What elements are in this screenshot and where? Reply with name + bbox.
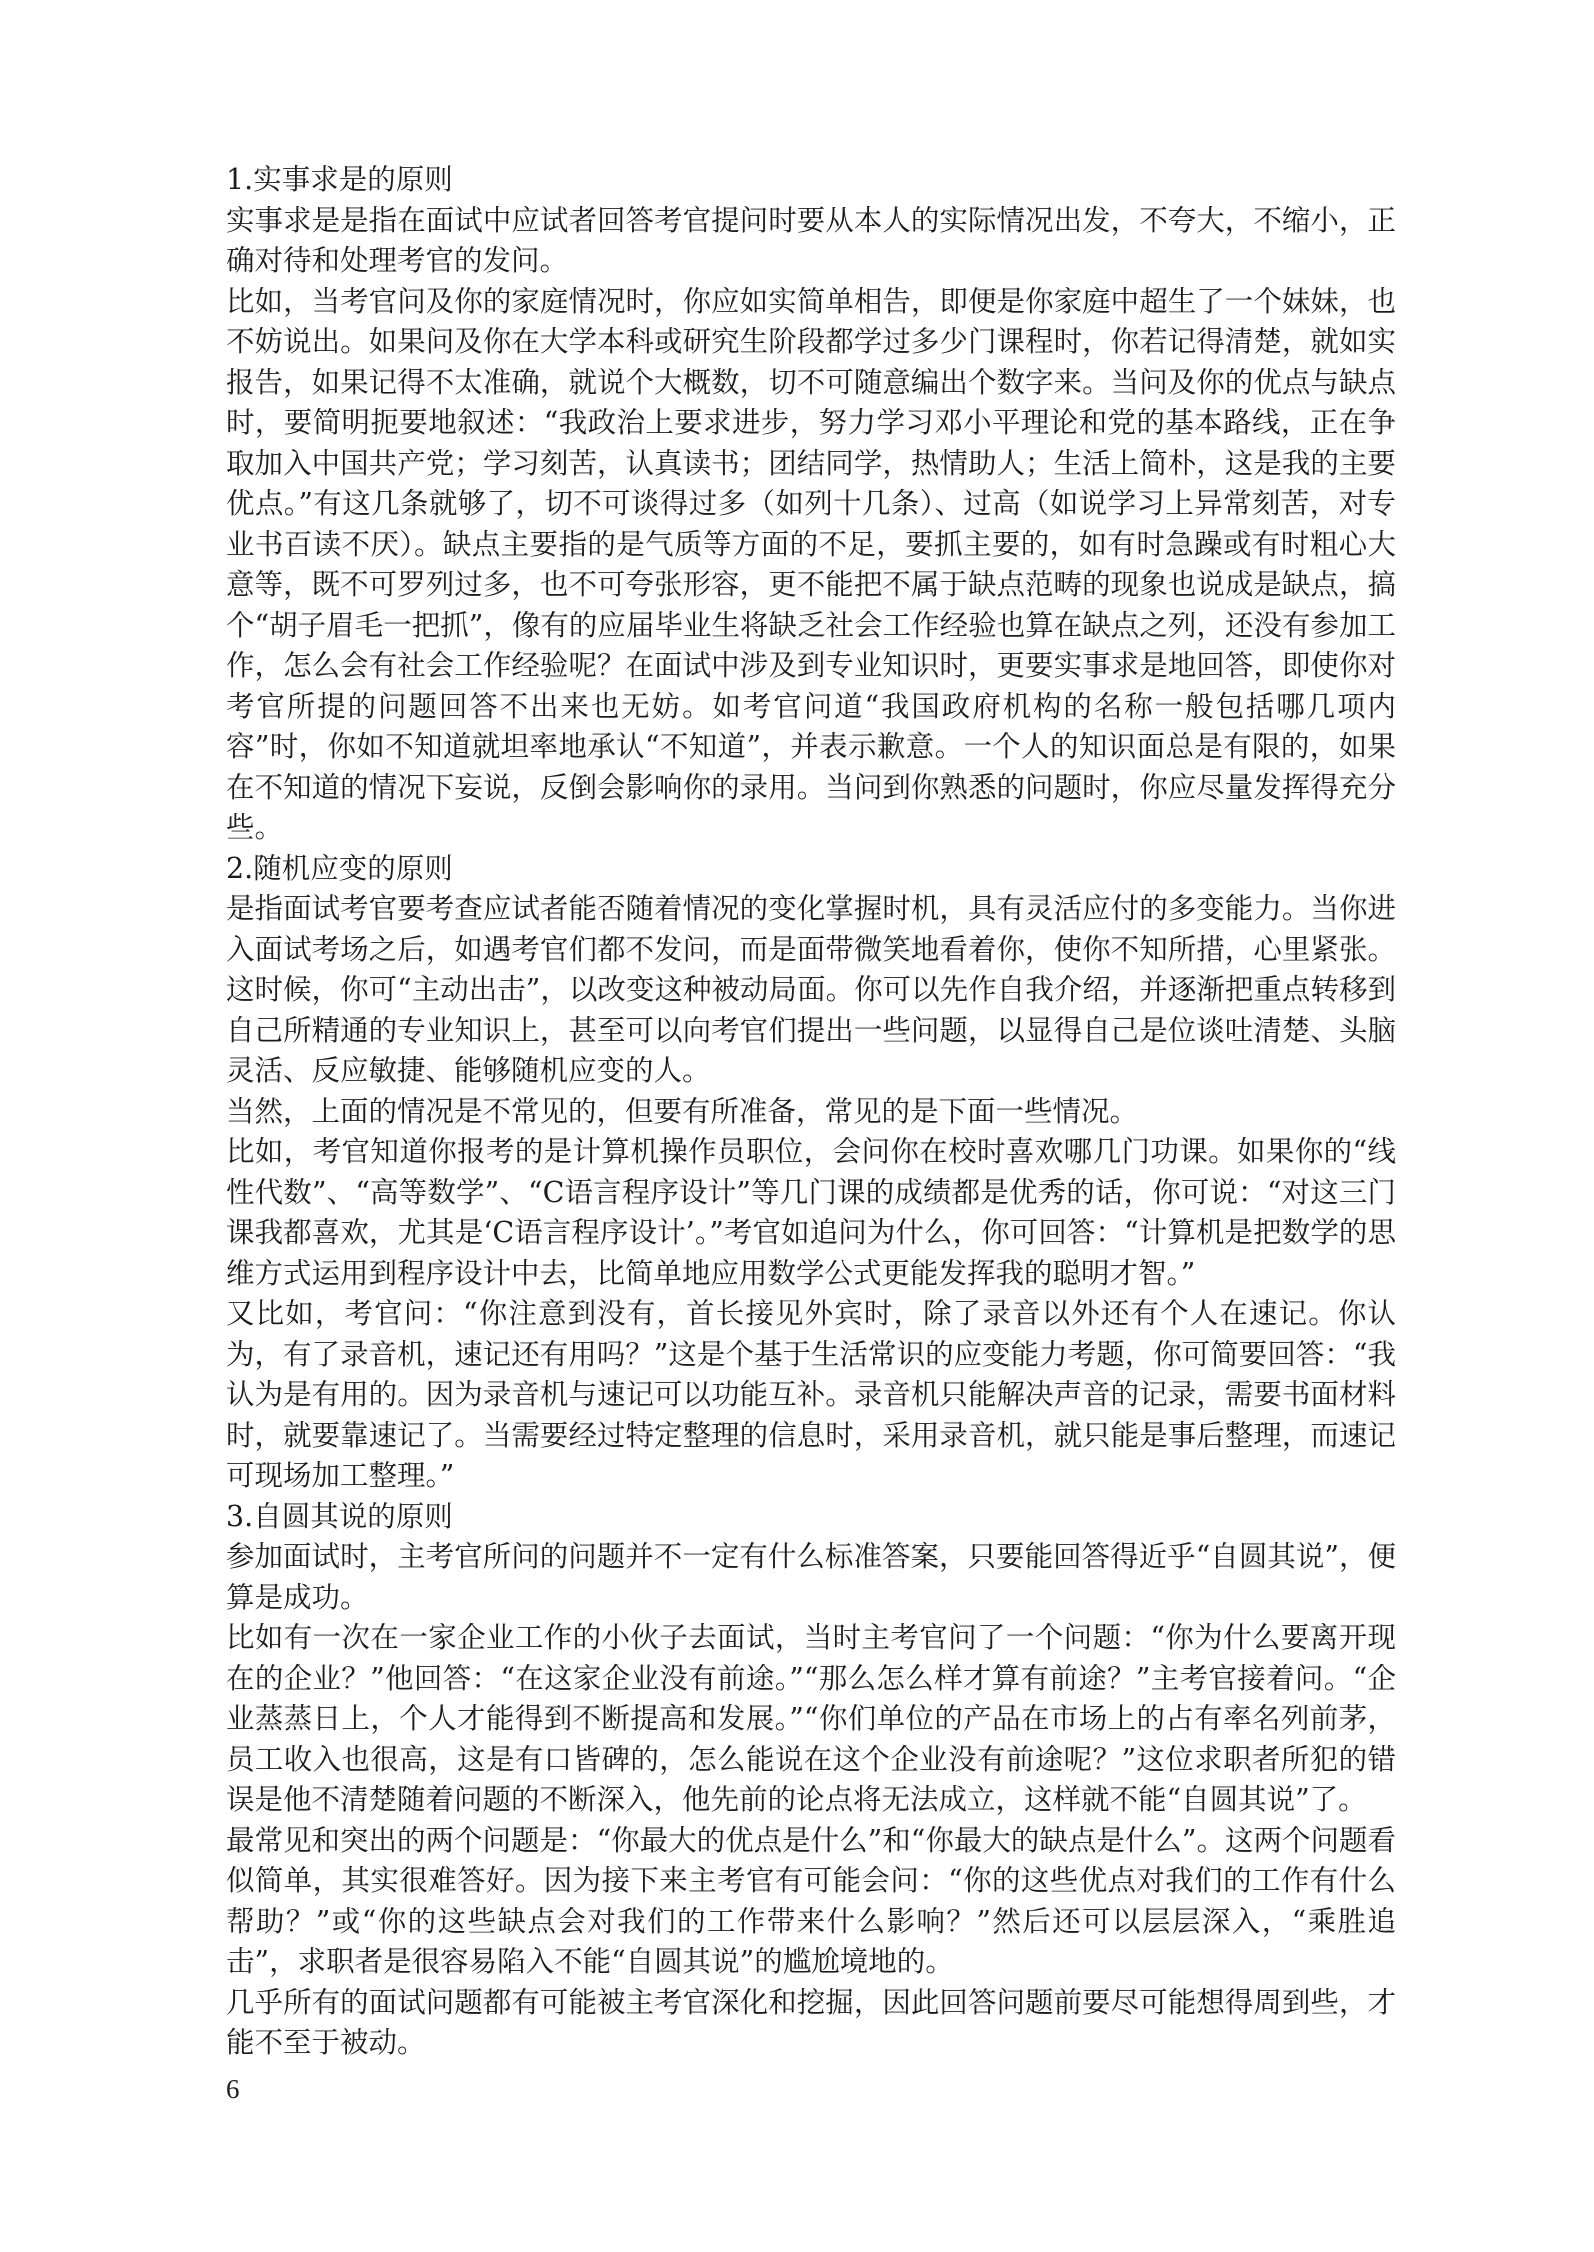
section-heading: 1.实事求是的原则 — [226, 163, 453, 196]
document-body — [226, 160, 1396, 2064]
body-paragraph: 比如，当考官问及你的家庭情况时，你应如实简单相告，即便是你家庭中超生了一个妹妹，也不妨说出。如果问及你在大学本科或研究生阶段都学过多少门课程时，你若记得清楚，就如实报告，如果记得不太准确，就说个大概数，切不可随意编出个数字来。当问及你的优点与缺点时，要简明扼要地叙述：“我政治上要求进步，努力学习邓小平理论和党的基本路线，正在争取加入中国共产党；学习刻苦，认真读书；团结同学，热情助人；生活上简朴，这是我的主要优点。”有这几条就够了，切不可谈得过多（如列十几条）、过高（如说学习上异常刻苦，对专业书百读不厌）。缺点主要指的是气质等方面的不足，要抓主要的，如有时急躁或有时粗心大意等，既不可罗列过多，也不可夸张形容，更不能把不属于缺点范畴的现象也说成是缺点，搞个“胡子眉毛一把抓”，像有的应届毕业生将缺乏社会工作经验也算在缺点之列，还没有参加工作，怎么会有社会工作经验呢？在面试中涉及到专业知识时，更要实事求是地回答，即使你对考官所提的问题回答不出来也无妨。如考官问道“我国政府机构的名称一般包括哪几项内容”时，你如不知道就坦率地承认“不知道”，并表示歉意。一个人的知识面总是有限的，如果在不知道的情况下妄说，反倒会影响你的录用。当问到你熟悉的问题时，你应尽量发挥得充分些。 — [226, 284, 1396, 844]
body-paragraph: 比如，考官知道你报考的是计算机操作员职位，会问你在校时喜欢哪几门功课。如果你的“线性代数”、“高等数学”、“C语言程序设计”等几门课的成绩都是优秀的话，你可说：“对这三门课我都喜欢，尤其是‘C语言程序设计’。”考官如追问为什么，你可回答：“计算机是把数学的思维方式运用到程序设计中去，比简单地应用数学公式更能发挥我的聪明才智。” — [226, 1135, 1396, 1290]
body-paragraph: 最常见和突出的两个问题是：“你最大的优点是什么”和“你最大的缺点是什么”。这两个问题看似简单，其实很难答好。因为接下来主考官有可能会问：“你的这些优点对我们的工作有什么帮助？”或“你的这些缺点会对我们的工作带来什么影响？”然后还可以层层深入，“乘胜追击”，求职者是很容易陷入不能“自圆其说”的尴尬境地的。 — [226, 1823, 1396, 1978]
body-paragraph: 是指面试考官要考查应试者能否随着情况的变化掌握时机，具有灵活应付的多变能力。当你进入面试考场之后，如遇考官们都不发问，而是面带微笑地看着你，使你不知所措，心里紧张。这时候，你可“主动出击”，以改变这种被动局面。你可以先作自我介绍，并逐渐把重点转移到自己所精通的专业知识上，甚至可以向考官们提出一些问题，以显得自己是位谈吐清楚、头脑灵活、反应敏捷、能够随机应变的人。 — [226, 892, 1396, 1087]
section-heading: 2.随机应变的原则 — [226, 851, 453, 885]
body-paragraph: 几乎所有的面试问题都有可能被主考官深化和挖掘，因此回答问题前要尽可能想得周到些，才能不至于被动。 — [226, 1985, 1396, 2059]
body-paragraph: 参加面试时，主考官所问的问题并不一定有什么标准答案，只要能回答得近乎“自圆其说”，便算是成功。 — [226, 1540, 1396, 1614]
body-paragraph: 当然，上面的情况是不常见的，但要有所准备，常见的是下面一些情况。 — [226, 1094, 1139, 1128]
body-paragraph: 又比如，考官问：“你注意到没有，首长接见外宾时，除了录音以外还有个人在速记。你认为，有了录音机，速记还有用吗？”这是个基于生活常识的应变能力考题，你可简要回答：“我认为是有用的。因为录音机与速记可以功能互补。录音机只能解决声音的记录，需要书面材料时，就要靠速记了。当需要经过特定整理的信息时，采用录音机，就只能是事后整理，而速记可现场加工整理。” — [226, 1297, 1396, 1492]
page-number: 6 — [226, 2074, 240, 2104]
body-paragraph: 实事求是是指在面试中应试者回答考官提问时要从本人的实际情况出发，不夸大，不缩小，正确对待和处理考官的发问。 — [226, 203, 1396, 277]
body-paragraph: 比如有一次在一家企业工作的小伙子去面试，当时主考官问了一个问题：“你为什么要离开现在的企业？”他回答：“在这家企业没有前途。”“那么怎么样才算有前途？”主考官接着问。“企业蒸蒸日上，个人才能得到不断提高和发展。”“你们单位的产品在市场上的占有率名列前茅，员工收入也很高，这是有口皆碑的，怎么能说在这个企业没有前途呢？”这位求职者所犯的错误是他不清楚随着问题的不断深入，他先前的论点将无法成立，这样就不能“自圆其说”了。 — [226, 1621, 1396, 1816]
section-heading: 3.自圆其说的原则 — [226, 1499, 453, 1533]
